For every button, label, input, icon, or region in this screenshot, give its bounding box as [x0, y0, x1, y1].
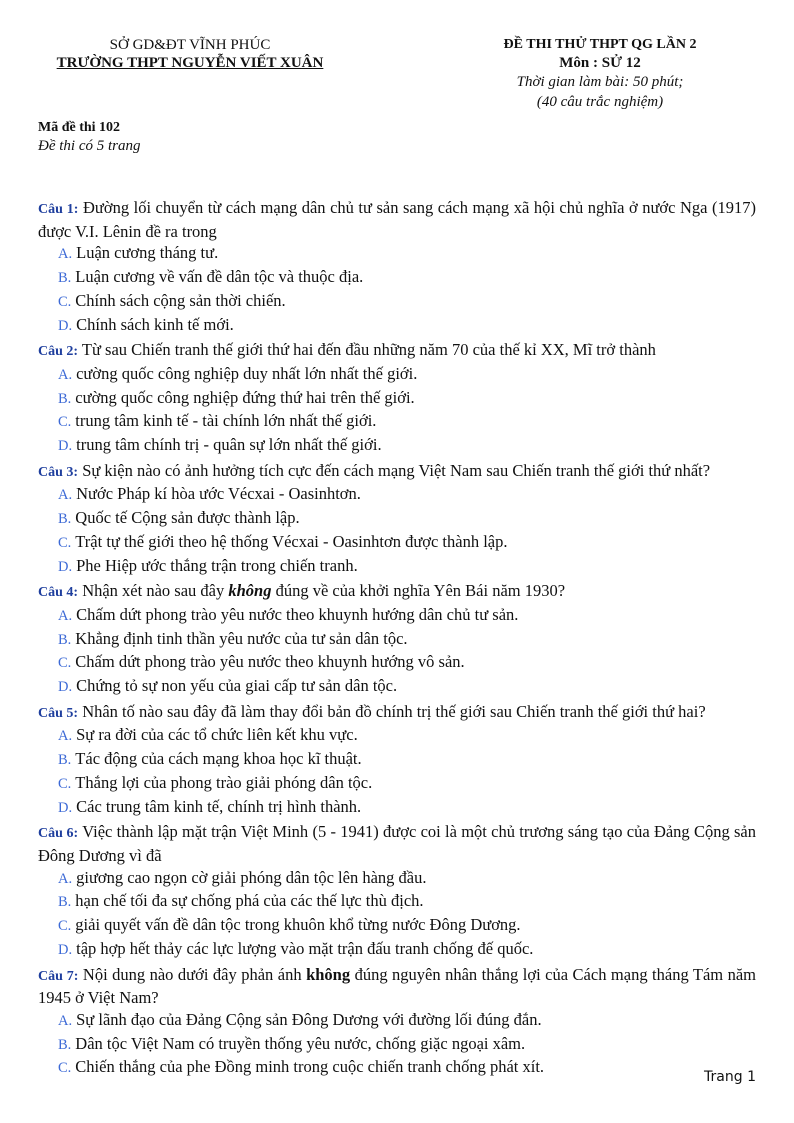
option-text: Luận cương tháng tư. — [76, 243, 219, 263]
option-text: Chính sách kinh tế mới. — [76, 314, 234, 334]
question-text — [38, 964, 756, 1009]
option-text: Chấm dứt phong trào yêu nước theo khuynh hướng vô sản. — [75, 652, 465, 672]
option-c[interactable] — [38, 914, 756, 938]
option-letter: C. — [58, 655, 72, 672]
question-text — [38, 460, 756, 484]
question-list — [38, 197, 756, 1082]
negation-keyword: không — [228, 581, 272, 601]
question-5 — [38, 701, 756, 820]
option-text: giải quyết vấn đề dân tộc trong khuôn khổ từng nước Đông Dương. — [75, 915, 521, 935]
question-label: Câu 2: — [38, 344, 79, 360]
question-label: Câu 7: — [38, 968, 79, 984]
question-text — [38, 701, 756, 725]
option-letter: D. — [58, 317, 73, 334]
option-letter: D. — [58, 438, 73, 455]
option-a[interactable] — [38, 724, 756, 748]
question-body-post: đúng nguyên nhân thắng lợi của Cách mạng tháng Tám năm 1945 ở Việt Nam? — [38, 964, 757, 1008]
option-text: Chính sách cộng sản thời chiến. — [75, 290, 286, 310]
option-letter: A. — [58, 487, 73, 504]
question-label: Câu 4: — [38, 585, 79, 601]
option-a[interactable] — [38, 242, 756, 266]
question-body: Sự kiện nào có ảnh hưởng tích cực đến cách mạng Việt Nam sau Chiến tranh thế giới thứ nhất? — [82, 460, 711, 480]
option-letter: C. — [58, 918, 72, 935]
option-d[interactable] — [38, 314, 756, 338]
question-body: Từ sau Chiến tranh thế giới thứ hai đến đầu những năm 70 của thế kỉ XX, Mĩ trở thành — [81, 340, 656, 360]
option-c[interactable] — [38, 410, 756, 434]
option-d[interactable] — [38, 434, 756, 458]
question-2 — [38, 339, 756, 458]
exam-subject: Môn : SỬ 12 — [559, 55, 641, 71]
option-letter: C. — [58, 293, 72, 310]
option-text: Phe Hiệp ước thắng trận trong chiến tranh. — [76, 555, 358, 575]
option-a[interactable] — [38, 604, 756, 628]
option-text: Các trung tâm kinh tế, chính trị hình thành. — [76, 796, 362, 816]
option-text: cường quốc công nghiệp đứng thứ hai trên thế giới. — [75, 387, 415, 407]
option-text: Luận cương về vấn đề dân tộc và thuộc địa. — [75, 267, 364, 287]
option-letter: A. — [58, 870, 73, 887]
option-text: Tác động của cách mạng khoa học kĩ thuật. — [75, 749, 362, 769]
option-letter: B. — [58, 752, 72, 769]
option-text: Quốc tế Cộng sản được thành lập. — [75, 508, 300, 528]
option-letter: B. — [58, 390, 72, 407]
exam-code-block — [38, 119, 141, 155]
question-4 — [38, 580, 756, 699]
question-count: (40 câu trắc nghiệm) — [536, 94, 664, 110]
option-letter: B. — [58, 511, 72, 528]
option-letter: A. — [58, 366, 73, 383]
option-c[interactable] — [38, 772, 756, 796]
exam-time: Thời gian làm bài: 50 phút; — [516, 74, 684, 90]
option-letter: B. — [58, 1036, 72, 1053]
option-a[interactable] — [38, 483, 756, 507]
question-6 — [38, 821, 756, 961]
question-body-pre: Nhận xét nào sau đây — [82, 581, 229, 601]
option-c[interactable] — [38, 1056, 756, 1080]
option-text: Chiến thắng của phe Đồng minh trong cuộc chiến tranh chống phát xít. — [75, 1057, 545, 1077]
option-text: trung tâm chính trị - quân sự lớn nhất thế giới. — [76, 435, 382, 455]
option-text: giương cao ngọn cờ giải phóng dân tộc lên hàng đầu. — [76, 867, 427, 887]
option-letter: C. — [58, 775, 72, 792]
question-1 — [38, 197, 756, 337]
question-7 — [38, 964, 756, 1081]
option-text: cường quốc công nghiệp duy nhất lớn nhất thế giới. — [76, 363, 418, 383]
question-body: Đường lối chuyển từ cách mạng dân chủ tư sản sang cách mạng xã hội chủ nghĩa ở nước Nga (1917) được V.I. Lênin đề ra trong — [38, 198, 756, 241]
question-label: Câu 6: — [38, 826, 79, 842]
option-b[interactable] — [38, 628, 756, 652]
option-a[interactable] — [38, 1009, 756, 1033]
exam-header — [0, 36, 794, 126]
option-text: hạn chế tối đa sự chống phá của các thế lực thù địch. — [75, 891, 424, 911]
option-letter: B. — [58, 894, 72, 911]
option-text: Nước Pháp kí hòa ước Vécxai - Oasinhtơn. — [76, 484, 361, 504]
question-body: Việc thành lập mặt trận Việt Minh (5 - 1941) được coi là một chủ trương sáng tạo của Đảng Cộng sản Đông Dương vì đã — [38, 822, 757, 865]
page-number: Trang 1 — [704, 1069, 756, 1085]
school-name: TRƯỜNG THPT NGUYỄN VIẾT XUÂN — [56, 55, 324, 71]
page-count: Đề thi có 5 trang — [38, 138, 141, 154]
option-c[interactable] — [38, 290, 756, 314]
option-letter: D. — [58, 679, 73, 696]
question-text — [38, 339, 756, 363]
option-a[interactable] — [38, 363, 756, 387]
option-d[interactable] — [38, 938, 756, 962]
option-letter: D. — [58, 799, 73, 816]
option-a[interactable] — [38, 867, 756, 891]
option-b[interactable] — [38, 507, 756, 531]
option-text: Chứng tỏ sự non yếu của giai cấp tư sản dân tộc. — [76, 676, 398, 696]
option-letter: C. — [58, 1060, 72, 1077]
option-d[interactable] — [38, 675, 756, 699]
option-d[interactable] — [38, 555, 756, 579]
option-text: Dân tộc Việt Nam có truyền thống yêu nước, chống giặc ngoại xâm. — [75, 1033, 526, 1053]
option-letter: B. — [58, 631, 72, 648]
option-text: Sự ra đời của các tổ chức liên kết khu vực. — [76, 725, 358, 745]
option-letter: C. — [58, 414, 72, 431]
question-body: Nhân tố nào sau đây đã làm thay đổi bản đồ chính trị thế giới sau Chiến tranh thế giới thứ hai? — [82, 701, 706, 721]
option-b[interactable] — [38, 890, 756, 914]
department-name: SỞ GD&ĐT VĨNH PHÚC — [109, 37, 271, 53]
question-text — [38, 197, 756, 242]
option-b[interactable] — [38, 266, 756, 290]
option-text: Trật tự thế giới theo hệ thống Vécxai - Oasinhtơn được thành lập. — [75, 531, 508, 551]
option-letter: D. — [58, 941, 73, 958]
question-label: Câu 1: — [38, 202, 79, 217]
negation-keyword: không — [306, 964, 351, 984]
option-letter: A. — [58, 728, 73, 745]
option-letter: A. — [58, 246, 73, 263]
option-text: Chấm dứt phong trào yêu nước theo khuynh hướng dân chủ tư sản. — [76, 604, 519, 624]
option-letter: C. — [58, 534, 72, 551]
question-text — [38, 821, 756, 866]
option-letter: A. — [58, 607, 73, 624]
exam-title: ĐỀ THI THỬ THPT QG LẦN 2 — [503, 37, 697, 52]
question-label: Câu 3: — [38, 464, 79, 480]
option-b[interactable] — [38, 748, 756, 772]
option-letter: B. — [58, 270, 72, 287]
option-text: Khẳng định tinh thần yêu nước của tư sản dân tộc. — [75, 628, 408, 648]
option-d[interactable] — [38, 796, 756, 820]
option-letter: A. — [58, 1012, 73, 1029]
header-left — [40, 36, 340, 72]
option-text: Sự lãnh đạo của Đảng Cộng sản Đông Dương với đường lối đúng đắn. — [76, 1009, 542, 1029]
option-b[interactable] — [38, 1033, 756, 1057]
option-text: trung tâm kinh tế - tài chính lớn nhất thế giới. — [75, 411, 377, 431]
question-3 — [38, 460, 756, 579]
question-body-post: đúng về của khởi nghĩa Yên Bái năm 1930? — [271, 581, 566, 601]
option-b[interactable] — [38, 387, 756, 411]
option-c[interactable] — [38, 651, 756, 675]
exam-code: Mã đề thi 102 — [38, 120, 121, 135]
question-body-pre: Nội dung nào dưới đây phản ánh — [82, 964, 307, 984]
option-text: Thắng lợi của phong trào giải phóng dân tộc. — [75, 772, 373, 792]
option-c[interactable] — [38, 531, 756, 555]
question-label: Câu 5: — [38, 705, 79, 721]
option-letter: D. — [58, 558, 73, 575]
header-right — [415, 36, 785, 112]
question-text — [38, 580, 756, 604]
option-text: tập hợp hết thảy các lực lượng vào mặt trận đấu tranh chống đế quốc. — [76, 938, 534, 958]
